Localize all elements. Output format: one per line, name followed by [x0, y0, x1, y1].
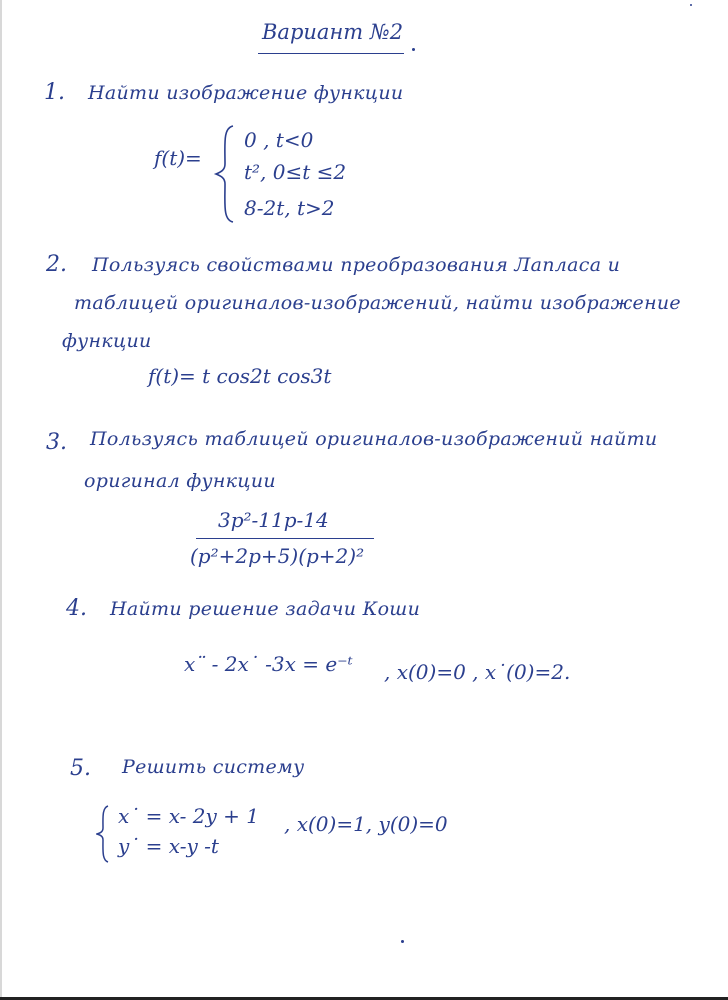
- problem-1-number: 1.: [44, 80, 65, 105]
- page-left-edge: [0, 0, 2, 1000]
- problem-3-line-1: Пользуясь таблицей оригиналов-изображений найти: [90, 428, 658, 450]
- problem-3-line-2: оригинал функции: [84, 470, 276, 492]
- problem-3-numerator: 3p²-11p-14: [218, 508, 329, 532]
- title-dot: [412, 48, 415, 51]
- problem-4-number: 4.: [66, 596, 87, 621]
- problem-1-case-2: t², 0≤t ≤2: [244, 160, 347, 184]
- title-underline: [258, 53, 404, 54]
- problem-4-equation: x¨ - 2x˙ -3x = e⁻ᵗ: [184, 652, 353, 676]
- problem-1-lhs: f(t)=: [154, 146, 202, 170]
- problem-5-equation-1: x˙ = x- 2y + 1: [118, 804, 260, 828]
- variant-title: Вариант №2: [262, 20, 404, 44]
- problem-2-number: 2.: [46, 252, 67, 277]
- problem-3-number: 3.: [46, 430, 67, 455]
- problem-1-case-3: 8-2t, t>2: [244, 196, 335, 220]
- problem-5-text: Решить систему: [122, 756, 305, 778]
- problem-3-denominator: (p²+2p+5)(p+2)²: [190, 544, 365, 568]
- problem-2-formula: f(t)= t cos2t cos3t: [148, 364, 332, 388]
- stray-ink-dot: [401, 940, 404, 943]
- problem-4-conditions: , x(0)=0 , x˙(0)=2.: [384, 660, 571, 684]
- problem-5-equation-2: y˙ = x-y -t: [118, 834, 219, 858]
- stray-ink-dot-corner: [690, 4, 692, 6]
- problem-5-conditions: , x(0)=1, y(0)=0: [284, 812, 448, 836]
- problem-2-line-2: таблицей оригиналов-изображений, найти изображение: [74, 292, 681, 314]
- problem-2-line-1: Пользуясь свойствами преобразования Лапласа и: [92, 254, 621, 276]
- problem-3-fraction-bar: [196, 538, 374, 539]
- problem-1-brace: [213, 124, 239, 224]
- problem-2-line-3: функции: [62, 330, 152, 352]
- problem-4-text: Найти решение задачи Коши: [110, 598, 421, 620]
- problem-1-text: Найти изображение функции: [88, 82, 404, 104]
- problem-5-number: 5.: [70, 756, 91, 781]
- problem-5-brace: [96, 804, 112, 864]
- problem-1-case-1: 0 , t<0: [244, 128, 314, 152]
